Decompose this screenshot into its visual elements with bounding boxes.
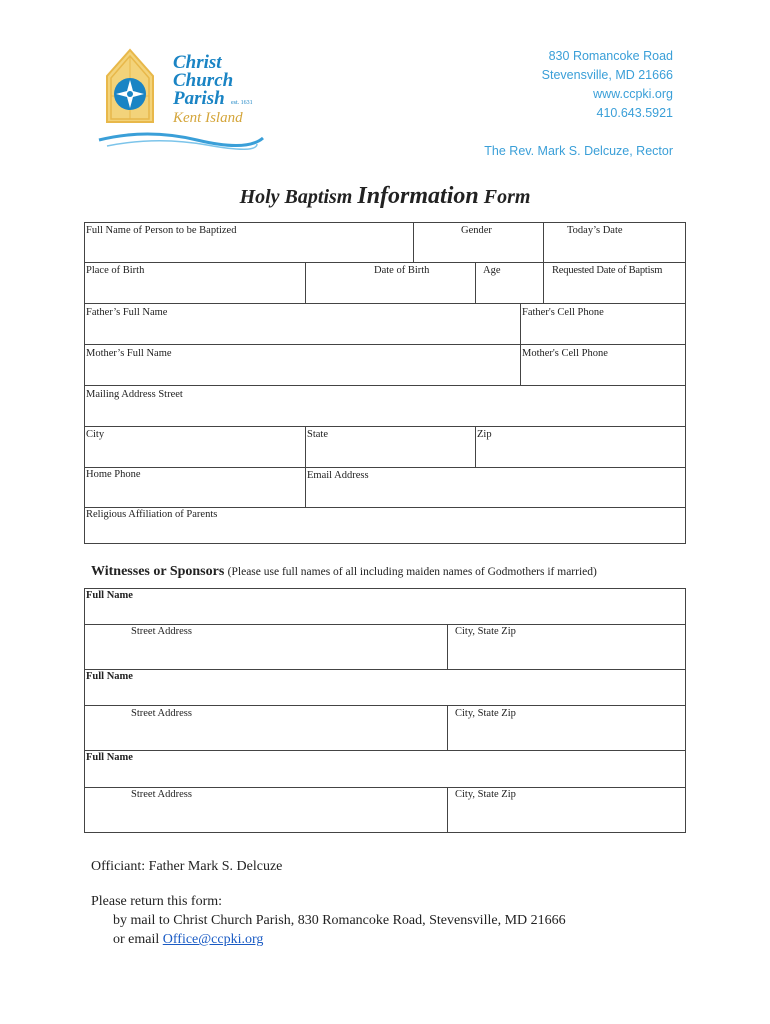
field-todays-date[interactable]: Today’s Date bbox=[567, 225, 623, 236]
title-part-b: Information bbox=[357, 183, 479, 209]
witness-3-city-state-zip[interactable]: City, State Zip bbox=[455, 789, 516, 800]
rector-line: The Rev. Mark S. Delcuze, Rector bbox=[484, 144, 673, 158]
return-by-mail: by mail to Christ Church Parish, 830 Romancoke Road, Stevensville, MD 21666 bbox=[113, 913, 566, 928]
form-title bbox=[0, 183, 770, 210]
witness-2-street[interactable]: Street Address bbox=[131, 708, 192, 719]
field-state[interactable]: State bbox=[307, 429, 328, 440]
parish-logo bbox=[97, 44, 267, 154]
logo-line-parish: Parish bbox=[173, 88, 225, 109]
field-father-name[interactable]: Father’s Full Name bbox=[86, 307, 168, 318]
witness-2-full-name[interactable]: Full Name bbox=[86, 671, 133, 682]
logo-line-christ: Christ bbox=[173, 52, 222, 73]
logo-kent-island: Kent Island bbox=[173, 110, 243, 126]
field-requested-date[interactable]: Requested Date of Baptism bbox=[552, 265, 663, 276]
field-email[interactable]: Email Address bbox=[307, 470, 369, 481]
contact-phone: 410.643.5921 bbox=[596, 106, 673, 120]
witnesses-heading bbox=[91, 563, 597, 580]
witness-2-city-state-zip[interactable]: City, State Zip bbox=[455, 708, 516, 719]
or-email-label: or email bbox=[113, 932, 163, 947]
field-mother-name[interactable]: Mother’s Full Name bbox=[86, 348, 172, 359]
field-father-phone[interactable]: Father's Cell Phone bbox=[522, 307, 604, 318]
field-gender[interactable]: Gender bbox=[461, 225, 492, 236]
field-zip[interactable]: Zip bbox=[477, 429, 492, 440]
field-full-name[interactable]: Full Name of Person to be Baptized bbox=[86, 225, 237, 236]
witnesses-note: (Please use full names of all including maiden names of Godmothers if married) bbox=[227, 566, 597, 578]
field-city[interactable]: City bbox=[86, 429, 105, 440]
title-part-c: Form bbox=[478, 186, 531, 208]
title-part-a: Holy Baptism bbox=[239, 186, 358, 208]
return-by-email bbox=[113, 932, 263, 948]
field-date-of-birth[interactable]: Date of Birth bbox=[374, 265, 430, 276]
field-place-of-birth[interactable]: Place of Birth bbox=[86, 265, 145, 276]
field-mother-phone[interactable]: Mother's Cell Phone bbox=[522, 348, 608, 359]
field-religious-affiliation[interactable]: Religious Affiliation of Parents bbox=[86, 509, 218, 520]
field-mailing-street[interactable]: Mailing Address Street bbox=[86, 389, 183, 400]
officiant-line: Officiant: Father Mark S. Delcuze bbox=[91, 859, 283, 874]
witness-1-street[interactable]: Street Address bbox=[131, 626, 192, 637]
witness-3-street[interactable]: Street Address bbox=[131, 789, 192, 800]
witness-1-full-name[interactable]: Full Name bbox=[86, 590, 133, 601]
logo-mark: est. 1631 bbox=[231, 100, 253, 106]
logo-line-church: Church bbox=[173, 70, 234, 91]
contact-street: 830 Romancoke Road bbox=[548, 49, 673, 63]
return-instructions: Please return this form: bbox=[91, 894, 223, 909]
contact-website[interactable]: www.ccpki.org bbox=[593, 87, 673, 101]
field-age[interactable]: Age bbox=[483, 265, 501, 276]
witness-3-full-name[interactable]: Full Name bbox=[86, 752, 133, 763]
office-email-link[interactable]: Office@ccpki.org bbox=[162, 932, 264, 947]
contact-city: Stevensville, MD 21666 bbox=[541, 68, 673, 82]
witnesses-title: Witnesses or Sponsors bbox=[91, 564, 225, 579]
witness-1-city-state-zip[interactable]: City, State Zip bbox=[455, 626, 516, 637]
contact-block bbox=[542, 47, 673, 123]
field-home-phone[interactable]: Home Phone bbox=[86, 469, 141, 480]
